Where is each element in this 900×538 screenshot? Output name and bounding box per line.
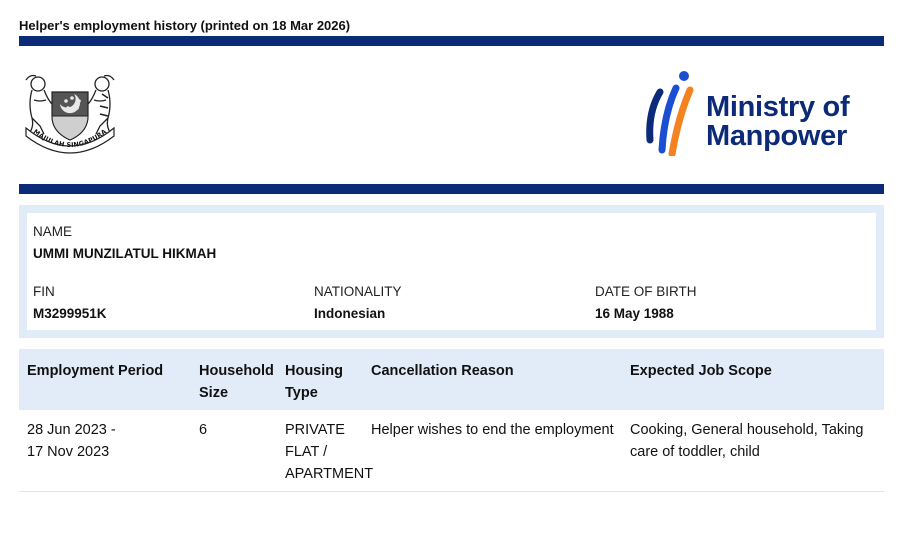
name-label: NAME: [33, 224, 73, 239]
cell-employment-period: 28 Jun 2023 - 17 Nov 2023: [27, 422, 116, 460]
ministry-of-manpower-logo: [646, 70, 866, 156]
header-employment-period: Employment Period: [27, 363, 164, 379]
header-rule-top: [19, 36, 884, 46]
helper-name: UMMI MUNZILATUL HIKMAH: [33, 246, 217, 261]
cell-household-size: 6: [199, 422, 208, 438]
helper-fin: M3299951K: [33, 306, 107, 321]
header-cancellation-reason: Cancellation Reason: [371, 363, 514, 379]
table-row: [19, 410, 884, 492]
nationality-label: NATIONALITY: [314, 284, 402, 299]
header-housing-type: Housing Type: [285, 363, 343, 401]
cell-expected-job-scope: Cooking, General household, Taking care of toddler, child: [630, 422, 864, 460]
header-expected-job-scope: Expected Job Scope: [630, 363, 772, 379]
header-rule-bottom: [19, 184, 884, 194]
dob-label: DATE OF BIRTH: [595, 284, 697, 299]
document-title: Helper's employment history (printed on 18 Mar 2026): [19, 18, 351, 33]
fin-label: FIN: [33, 284, 55, 299]
cell-housing-type: PRIVATE FLAT / APARTMENT: [285, 422, 374, 482]
header-household-size: Household Size: [199, 363, 274, 401]
crest-motto: MAJULAH SINGAPURA: [31, 127, 109, 150]
helper-info-card: [27, 213, 876, 330]
ministry-wordmark-line2: Manpower: [706, 120, 847, 152]
ministry-wordmark: [706, 93, 849, 151]
singapore-crest-icon: [22, 70, 118, 156]
helper-dob: 16 May 1988: [595, 306, 674, 321]
helper-nationality: Indonesian: [314, 306, 386, 321]
table-header-row: [19, 349, 884, 410]
mom-logo-mark-icon: [646, 70, 696, 156]
employment-history-table: [19, 349, 884, 492]
cell-cancellation-reason: Helper wishes to end the employment: [371, 422, 614, 438]
helper-info-panel: [19, 205, 884, 338]
ministry-wordmark-line1: Ministry of: [706, 91, 850, 123]
